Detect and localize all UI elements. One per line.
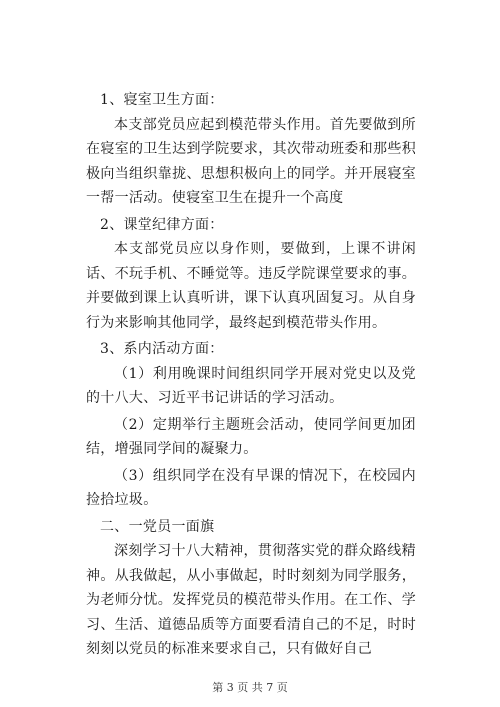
section-heading-dormitory: 1、寝室卫生方面：	[100, 92, 224, 108]
list-item-activity-3: （3）组织同学在没有早课的情况下，在校园内捡拾垃圾。	[86, 467, 416, 508]
list-item-activity-2: （2）定期举行主题班会活动，使同学间更加团结，增强同学间的凝聚力。	[86, 416, 416, 457]
page-number-footer: 第 3 页 共 7 页	[212, 681, 288, 694]
section-heading-party-flag: 二、一党员一面旗	[100, 518, 215, 535]
section-heading-classroom: 2、课堂纪律方面：	[100, 216, 224, 233]
document-body	[86, 88, 416, 662]
paragraph-classroom: 本支部党员应以身作则，要做到，上课不讲闲话、不玩手机、不睡觉等。违反学院课堂要求的事。并要做到课上认真听讲，课下认真巩固复习。从自身行为来影响其他同学，最终起到模范带头作用。	[86, 241, 416, 331]
paragraph-party-flag: 深刻学习十八大精神，贯彻落实党的群众路线精神。从我做起，从小事做起，时时刻刻为同学服务，为老师分忧。发挥党员的模范带头作用。在工作、学习、生活、道德品质等方面要看清自己的不足，时时刻刻以党员的标准来要求自己，只有做好自己	[86, 543, 416, 657]
section-heading-activities: 3、系内活动方面：	[100, 341, 224, 357]
list-item-activity-1: （1）利用晚课时间组织同学开展对党史以及党的十八大、习近平书记讲话的学习活动。	[86, 365, 416, 406]
paragraph-dormitory: 本支部党员应起到模范带头作用。首先要做到所在寝室的卫生达到学院要求，其次带动班委和那些积极向当组织靠拢、思想积极向上的同学。并开展寝室一帮一活动。使寝室卫生在提升一个高度	[86, 116, 416, 206]
